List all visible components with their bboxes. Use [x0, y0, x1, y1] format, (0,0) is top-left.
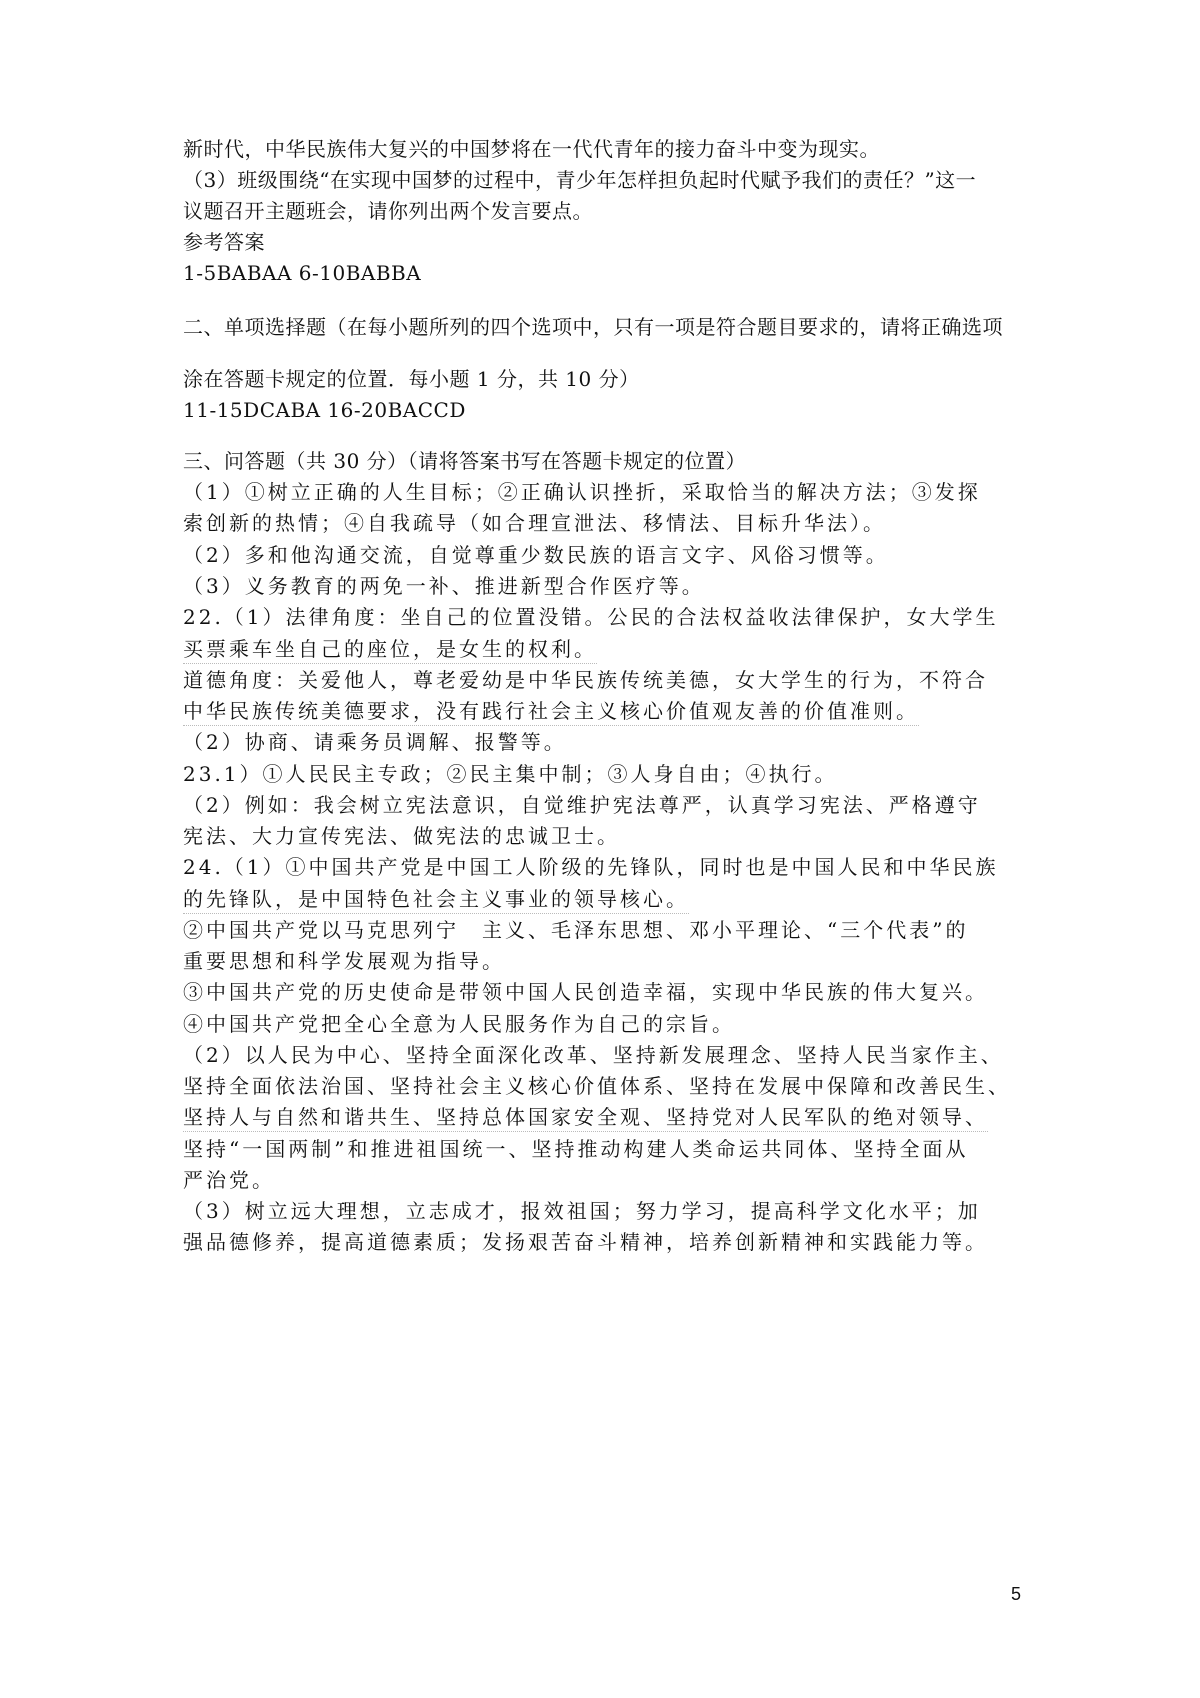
- text-line: 坚持“一国两制”和推进祖国统一、坚持推动构建人类命运共同体、坚持全面从: [183, 1137, 969, 1161]
- text-line: （1）①树立正确的人生目标；②正确认识挫折，采取恰当的解决方法；③发探: [183, 480, 981, 504]
- text-line: 11-15DCABA 16-20BACCD: [183, 398, 466, 422]
- text-line: 重要思想和科学发展观为指导。: [183, 949, 505, 973]
- text-line: 二、单项选择题（在每小题所列的四个选项中，只有一项是符合题目要求的，请将正确选项: [183, 315, 1003, 339]
- text-line: 三、问答题（共 30 分）（请将答案书写在答题卡规定的位置）: [183, 449, 747, 473]
- text-line: （2）例如：我会树立宪法意识，自觉维护宪法尊严，认真学习宪法、严格遵守: [183, 793, 981, 817]
- text-line: 的先锋队，是中国特色社会主义事业的领导核心。: [183, 886, 689, 914]
- text-line: 索创新的热情；④自我疏导（如合理宣泄法、移情法、目标升华法）。: [183, 511, 886, 535]
- text-line: （2）协商、请乘务员调解、报警等。: [183, 730, 567, 754]
- text-line: 宪法、大力宣传宪法、做宪法的忠诚卫士。: [183, 824, 620, 848]
- text-line: 强品德修养，提高道德素质；发扬艰苦奋斗精神，培养创新精神和实践能力等。: [183, 1230, 988, 1254]
- text-line: 坚持全面依法治国、坚持社会主义核心价值体系、坚持在发展中保障和改善民生、: [183, 1074, 1011, 1098]
- text-line: ③中国共产党的历史使命是带领中国人民创造幸福，实现中华民族的伟大复兴。: [183, 980, 988, 1004]
- text-line: （2）以人民为中心、坚持全面深化改革、坚持新发展理念、坚持人民当家作主、: [183, 1043, 1004, 1067]
- text-line: ④中国共产党把全心全意为人民服务作为自己的宗旨。: [183, 1012, 735, 1036]
- text-line: 23.1）①人民民主专政；②民主集中制；③人身自由；④执行。: [183, 762, 838, 786]
- text-line: 严治党。: [183, 1168, 275, 1192]
- text-line: 1-5BABAA 6-10BABBA: [183, 261, 422, 285]
- text-line: 坚持人与自然和谐共生、坚持总体国家安全观、坚持党对人民军队的绝对领导、: [183, 1104, 988, 1132]
- text-line: （3）班级围绕“在实现中国梦的过程中，青少年怎样担负起时代赋予我们的责任？”这一: [183, 168, 977, 192]
- page-number: 5: [1011, 1584, 1022, 1604]
- text-line: 涂在答题卡规定的位置．每小题 1 分，共 10 分）: [183, 367, 640, 391]
- text-line: 买票乘车坐自己的座位，是女生的权利。: [183, 636, 597, 664]
- text-line: 24.（1）①中国共产党是中国工人阶级的先锋队，同时也是中国人民和中华民族: [183, 855, 999, 879]
- text-line: 参考答案: [183, 230, 265, 254]
- text-line: （2）多和他沟通交流，自觉尊重少数民族的语言文字、风俗习惯等。: [183, 543, 889, 567]
- text-line: 22.（1）法律角度：坐自己的位置没错。公民的合法权益收法律保护，女大学生: [183, 605, 999, 629]
- text-line: 中华民族传统美德要求，没有践行社会主义核心价值观友善的价值准则。: [183, 698, 919, 726]
- text-line: （3）树立远大理想，立志成才，报效祖国；努力学习，提高科学文化水平；加: [183, 1199, 981, 1223]
- text-line: 新时代，中华民族伟大复兴的中国梦将在一代代青年的接力奋斗中变为现实。: [183, 137, 880, 161]
- text-line: （3）义务教育的两免一补、推进新型合作医疗等。: [183, 574, 705, 598]
- text-line: 道德角度：关爱他人，尊老爱幼是中华民族传统美德，女大学生的行为，不符合: [183, 668, 988, 692]
- text-line: ②中国共产党以马克思列宁 主义、毛泽东思想、邓小平理论、“三个代表”的: [183, 918, 969, 942]
- text-line: 议题召开主题班会，请你列出两个发言要点。: [183, 199, 593, 223]
